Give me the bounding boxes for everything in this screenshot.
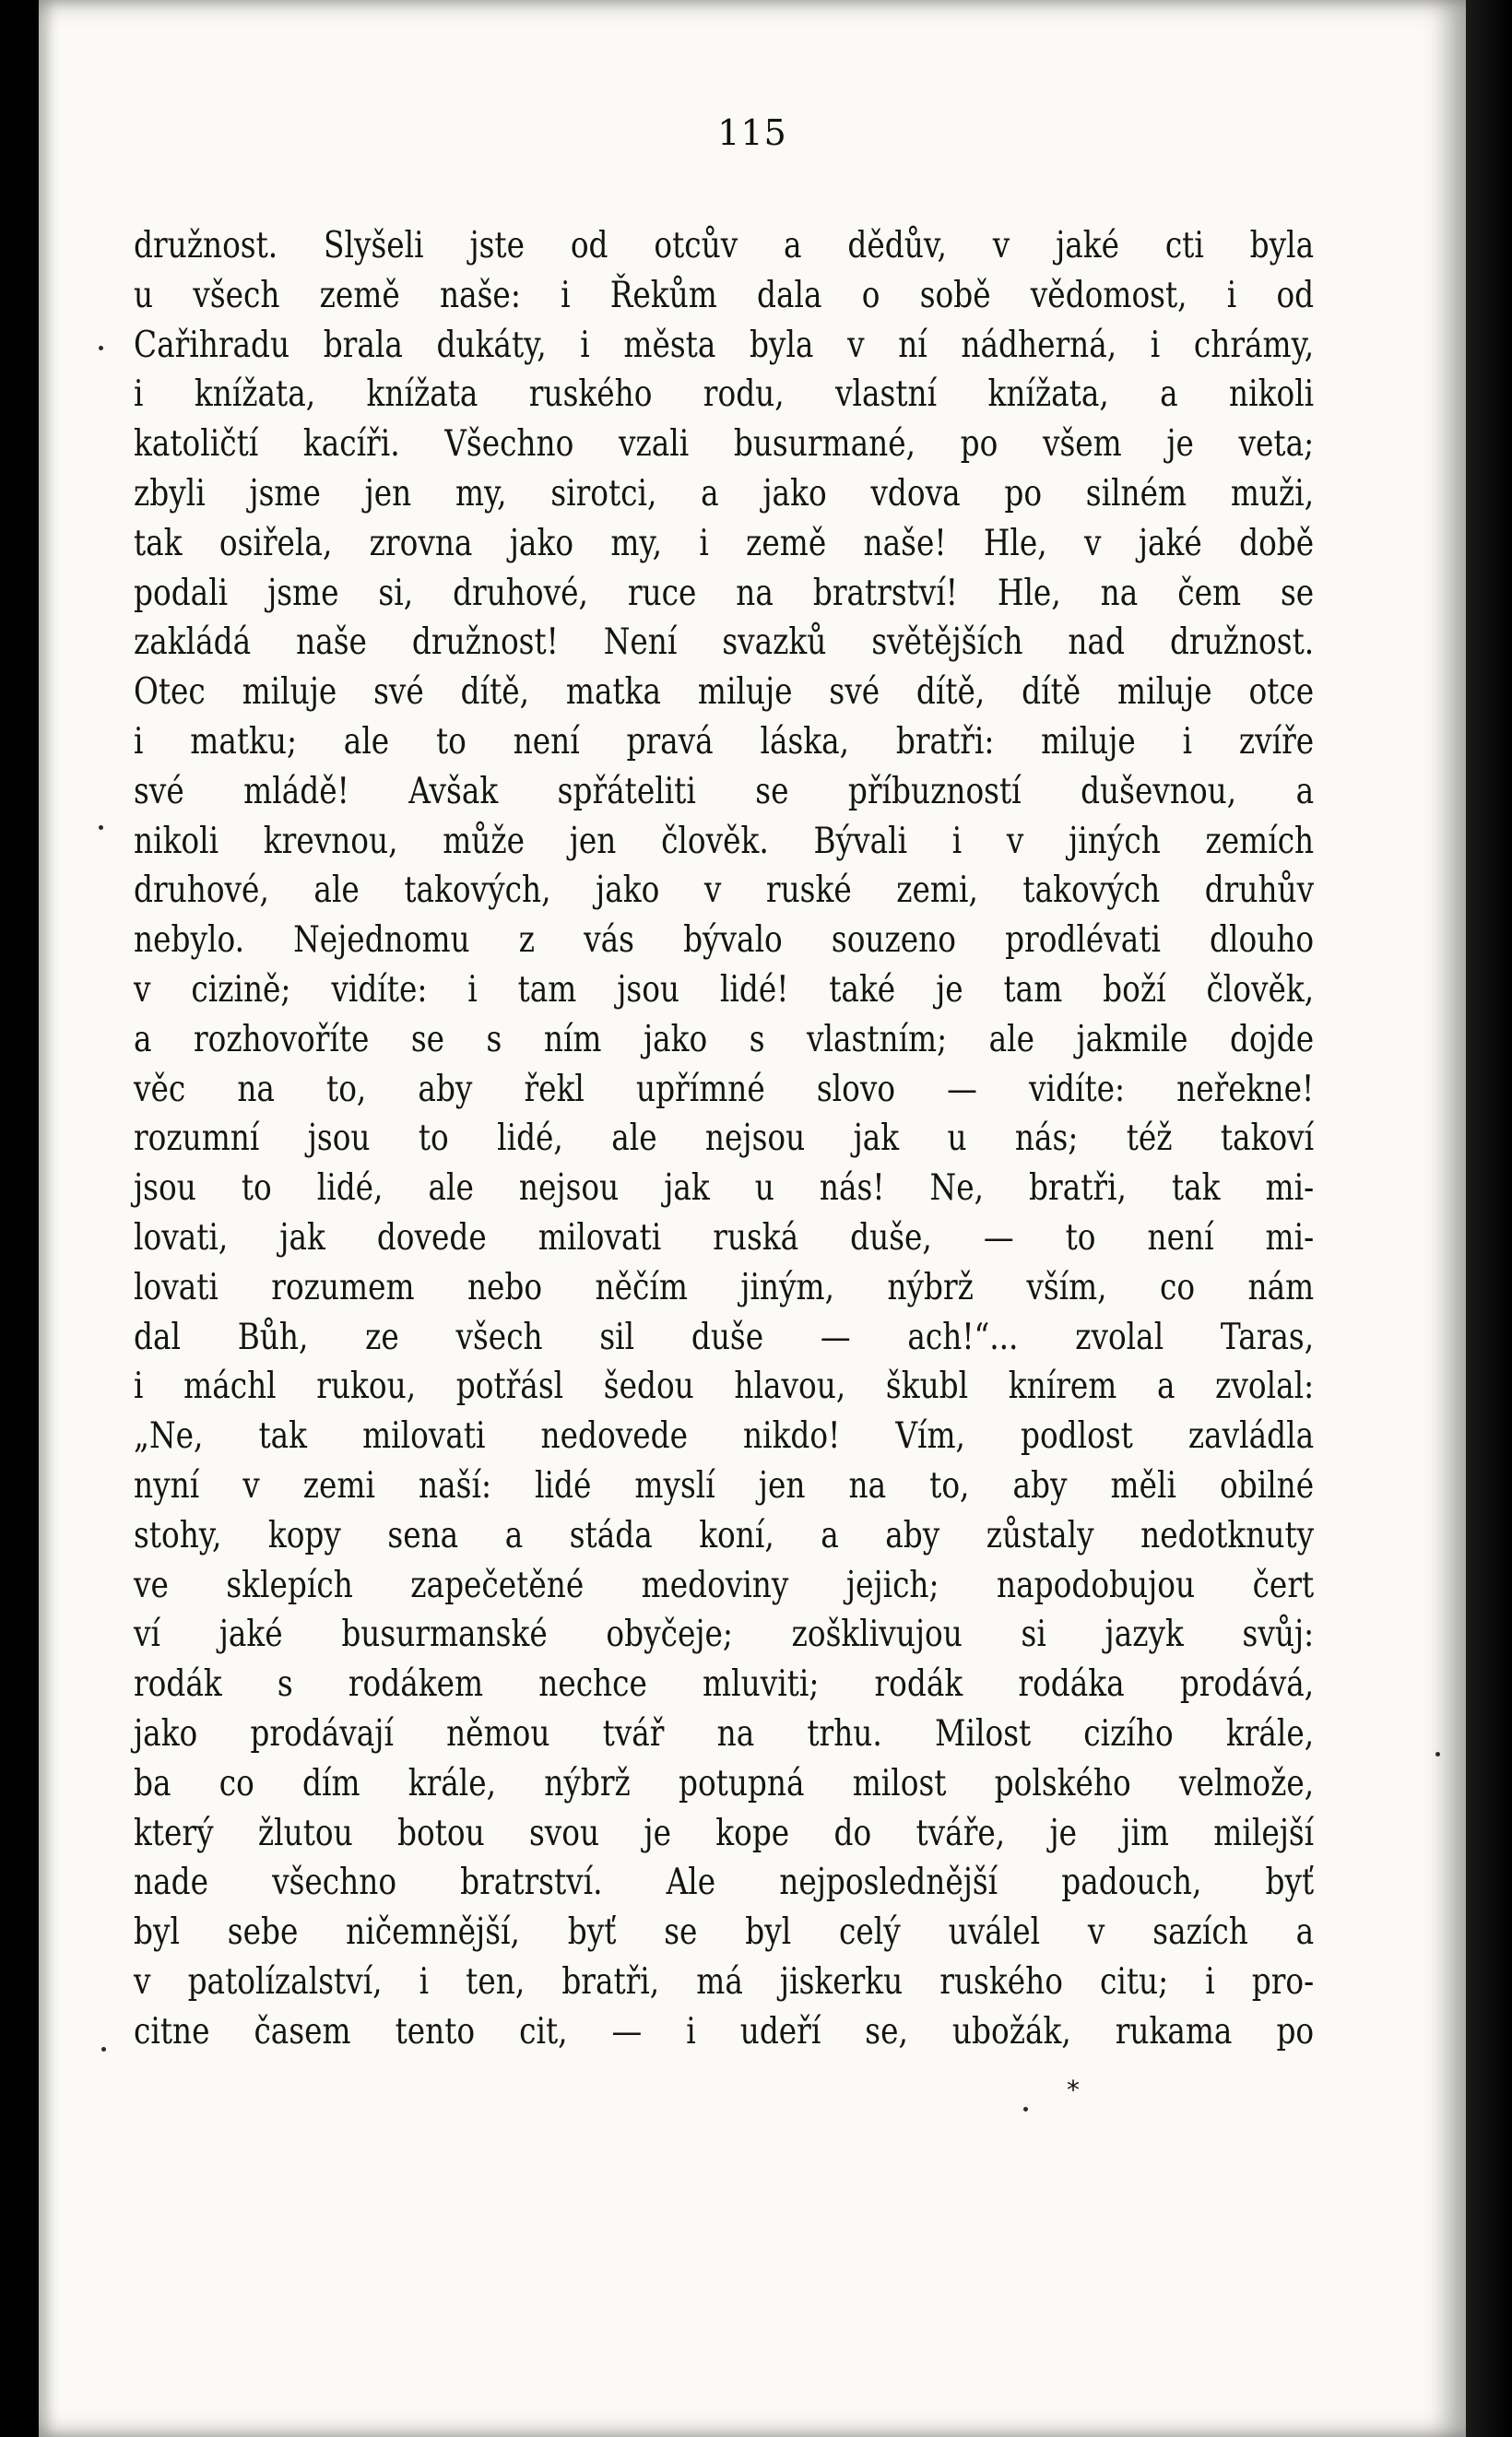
text-line: Otec miluje své dítě, matka miluje své dítě, dítě miluje otce xyxy=(134,671,1315,714)
text-line: stohy, kopy sena a stáda koní, a aby zůstaly nedotknuty xyxy=(134,1514,1315,1556)
text-line: ve sklepích zapečetěné medoviny jejich; napodobujou čert xyxy=(134,1564,1315,1606)
text-line: nade všechno bratrství. Ale nejposlednější padouch, byť xyxy=(134,1862,1315,1904)
text-line: a rozhovoříte se s ním jako s vlastním; ale jakmile dojde xyxy=(134,1018,1315,1060)
text-line: tak osiřela, zrovna jako my, i země naše! Hle, v jaké době xyxy=(134,522,1315,564)
text-line: podali jsme si, druhové, ruce na bratrství! Hle, na čem se xyxy=(134,572,1315,614)
text-line: v patolízalství, i ten, bratři, má jiskerku ruského citu; i pro- xyxy=(134,1960,1315,2003)
text-line: nyní v zemi naší: lidé myslí jen na to, aby měli obilné xyxy=(134,1464,1315,1507)
text-line: který žlutou botou svou je kope do tváře, je jim milejší xyxy=(134,1812,1315,1854)
text-line: lovati rozumem nebo něčím jiným, nýbrž vším, co nám xyxy=(134,1266,1315,1308)
text-line: dal Bůh, ze všech sil duše — ach!“... zvolal Taras, xyxy=(134,1316,1315,1358)
text-line: zakládá naše družnost! Není svazků světějších nad družnost. xyxy=(134,621,1315,664)
text-line: katoličtí kacíři. Všechno vzali busurmané, po všem je veta; xyxy=(134,423,1315,466)
text-line: „Ne, tak milovati nedovede nikdo! Vím, podlost zavládla xyxy=(134,1415,1315,1458)
text-line: i matku; ale to není pravá láska, bratři: miluje i zvíře xyxy=(134,720,1315,763)
scan-border-left xyxy=(0,0,37,2437)
text-line: byl sebe ničemnější, byť se byl celý uválel v sazích a xyxy=(134,1911,1315,1954)
text-line: rozumní jsou to lidé, ale nejsou jak u nás; též takoví xyxy=(134,1118,1315,1160)
text-line: ví jaké busurmanské obyčeje; zošklivujou si jazyk svůj: xyxy=(134,1614,1315,1656)
print-speck xyxy=(1435,1752,1440,1757)
text-line: věc na to, aby řekl upřímné slovo — vidíte: neřekne! xyxy=(134,1068,1315,1110)
print-speck xyxy=(101,2047,106,2052)
text-line: jsou to lidé, ale nejsou jak u nás! Ne, bratři, tak mi- xyxy=(134,1167,1315,1210)
text-line: druhové, ale takových, jako v ruské zemi, takových druhův xyxy=(134,870,1315,912)
text-line: nebylo. Nejednomu z vás bývalo souzeno prodlévati dlouho xyxy=(134,919,1315,962)
text-line: družnost. Slyšeli jste od otcův a dědův, v jaké cti byla xyxy=(134,225,1315,266)
print-speck xyxy=(99,346,103,350)
scan-border-right xyxy=(1466,0,1512,2437)
text-line: i máchl rukou, potřásl šedou hlavou, škubl knírem a zvolal: xyxy=(134,1366,1315,1408)
text-line: jako prodávají němou tvář na trhu. Milost cizího krále, xyxy=(134,1712,1315,1755)
book-page xyxy=(39,0,1466,2437)
page-number: 115 xyxy=(717,112,787,153)
page-body-text xyxy=(134,221,1315,2056)
text-line: v cizině; vidíte: i tam jsou lidé! také je tam boží člověk, xyxy=(134,968,1315,1011)
text-line: své mládě! Avšak spřáteliti se příbuzností duševnou, a xyxy=(134,770,1315,812)
text-line: ba co dím krále, nýbrž potupná milost polského velmože, xyxy=(134,1762,1315,1804)
signature-mark: * xyxy=(1067,2075,1080,2105)
text-line: nikoli krevnou, může jen člověk. Bývali i v jiných zemích xyxy=(134,820,1315,862)
text-line: Cařihradu brala dukáty, i města byla v ní nádherná, i chrámy, xyxy=(134,324,1315,366)
print-speck xyxy=(99,825,103,830)
text-line: rodák s rodákem nechce mluviti; rodák rodáka prodává, xyxy=(134,1663,1315,1706)
print-speck xyxy=(1023,2107,1028,2112)
text-line: u všech země naše: i Řekům dala o sobě vědomost, i od xyxy=(134,274,1315,316)
text-line: zbyli jsme jen my, sirotci, a jako vdova po silném muži, xyxy=(134,472,1315,515)
text-line: lovati, jak dovede milovati ruská duše, — to není mi- xyxy=(134,1216,1315,1259)
text-line: citne časem tento cit, — i udeří se, ubožák, rukama po xyxy=(134,2010,1315,2053)
text-line: i knížata, knížata ruského rodu, vlastní knížata, a nikoli xyxy=(134,373,1315,416)
